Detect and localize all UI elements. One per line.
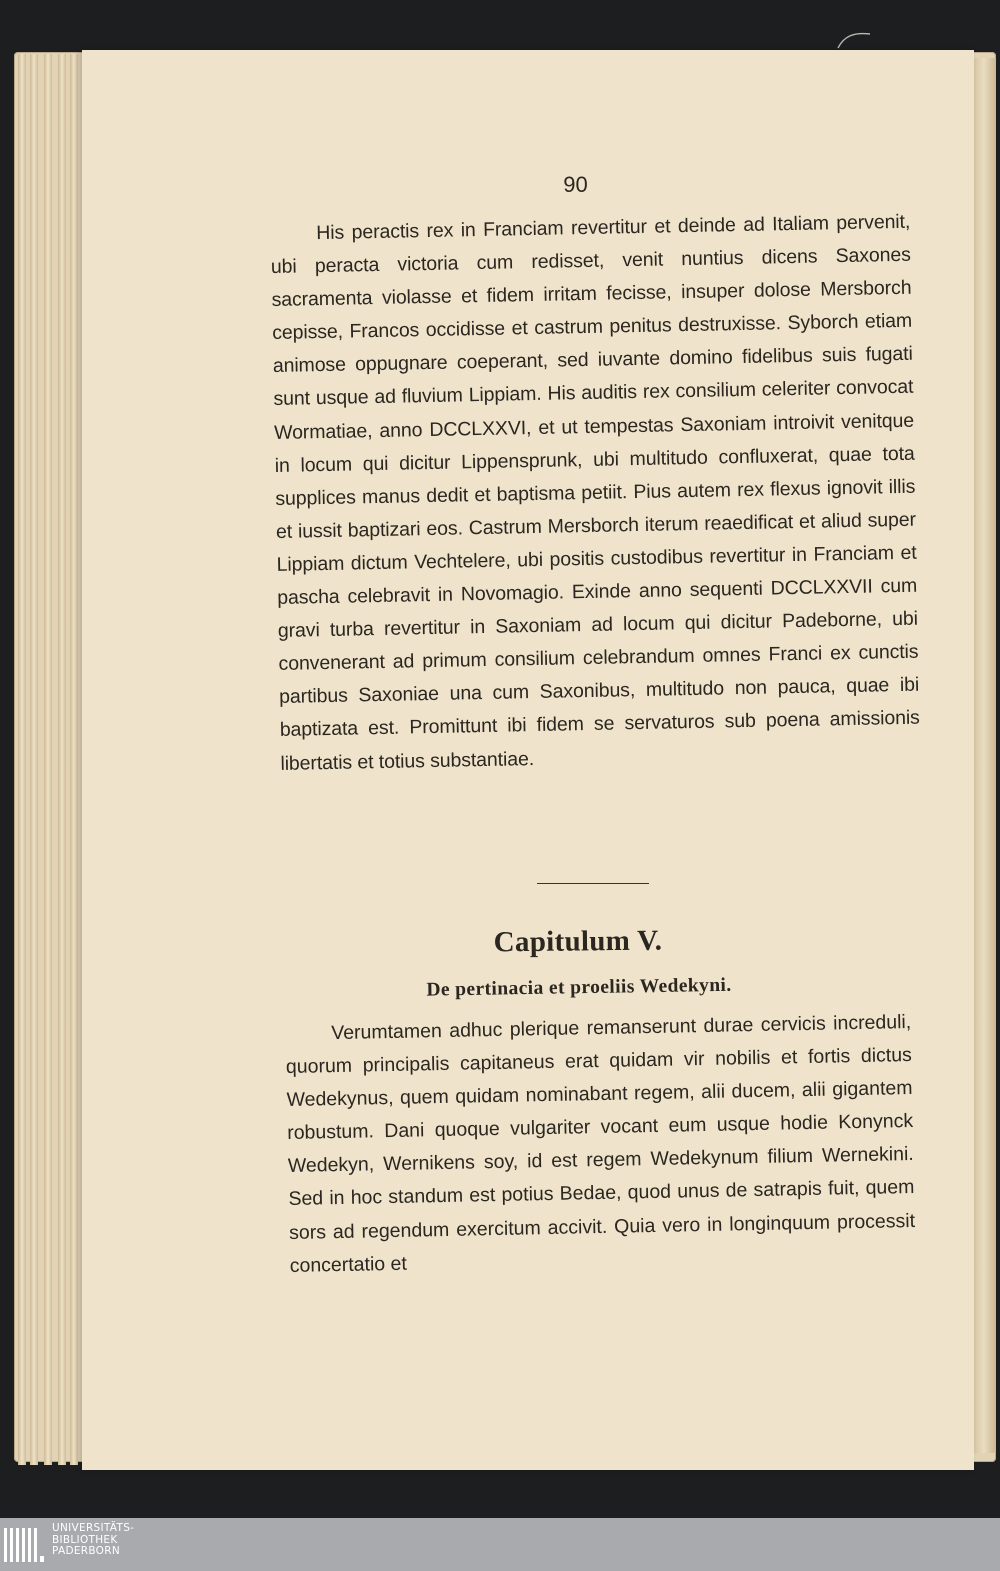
chapter-title: Capitulum V. [493, 924, 663, 959]
page-edge [58, 54, 66, 1465]
page-edge [70, 54, 78, 1465]
chapter-subtitle: De pertinacia et proeliis Wedekyni. [426, 974, 732, 1001]
body-text-block [285, 1006, 916, 1283]
paragraph: His peractis rex in Franciam revertitur et deinde ad Italiam pervenit, ubi peracta victoria cum redisset, venit nuntius dicens Saxones sacramenta violasse et fidem irritam fecisse, insuper dolose Mersborch cepisse, Francos occidisse et castrum penitus destruxisse. Syborch etiam animose oppugnare coeperant, sed iuvante domino fidelibus suis fugati sunt usque ad fluvium Lippiam. His auditis rex consilium celeriter convocat Wormatiae, anno DCCLXXVI, et ut tempestas Saxoniam introivit venitque in locum qui dicitur Lippensprunk, ubi multitudo confluxerat, quae tota supplices manus dedit et baptisma petiit. Pius autem rex flexus ignovit illis et iussit baptizari eos. Castrum Mersborch iterum reaedificat et aliud super Lippiam dictum Vechtelere, ubi positis custodibus revertitur in Franciam et pascha celebravit in Novomagio. Exinde anno sequenti DCCLXXVII cum gravi turba revertitur in Saxoniam ad locum qui dicitur Padeborne, ubi convenerant ad primum consilium celebrandum omnes Franci ex cunctis partibus Saxoniae una cum Saxonibus, multitudo non pauca, quae ibi baptizata est. Promittunt ibi fidem se servaturos sub poena amissionis libertatis et totius substantiae. [270, 210, 920, 775]
section-divider [537, 883, 649, 884]
page-number: 90 [563, 172, 588, 197]
page-edge [18, 54, 26, 1465]
pencil-mark-icon [836, 30, 876, 50]
page-edge [44, 54, 52, 1465]
library-footer-bar [0, 1518, 1000, 1571]
scanned-page [82, 50, 974, 1470]
paragraph: Verumtamen adhuc plerique remanserunt durae cervicis increduli, quorum principalis capitaneus erat quidam vir nobilis et fortis dictus Wedekynus, quem quidam nominabant regem, alii ducem, alii gigantem robustum. Dani quoque vulgariter vocant eum usque hodie Konynck Wedekyn, Wernikens soy, id est regem Wedekynum filium Wernekini. Sed in hoc standum est potius Bedae, quod unus de satrapis fuit, quem sors ad regendum exercitum accivit. Quia vero in longinquum processit concertatio et [285, 1010, 916, 1277]
page-edge [30, 54, 38, 1465]
library-logo-icon [4, 1526, 46, 1564]
body-text-block [270, 206, 921, 781]
facing-page-edge [972, 58, 996, 1453]
library-name: UNIVERSITÄTS- BIBLIOTHEK PADERBORN [52, 1522, 135, 1557]
